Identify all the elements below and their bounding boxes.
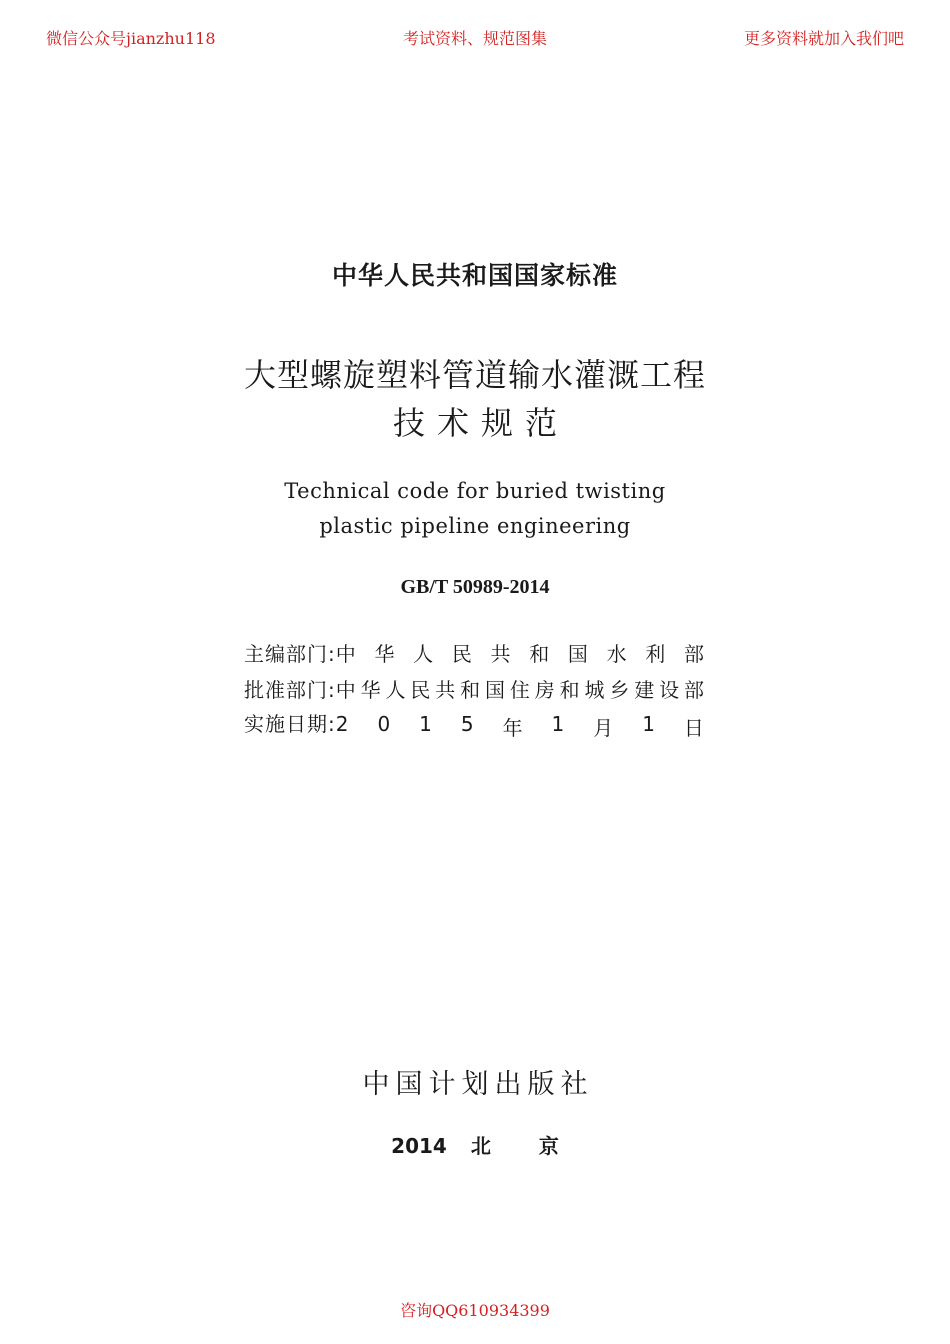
watermark-join-us: 更多资料就加入我们吧 xyxy=(743,29,904,48)
title-chinese-line-2: 技术规范 xyxy=(392,404,569,442)
spread-char: 城 xyxy=(584,678,605,702)
watermark-wechat: 微信公众号jianzhu118 xyxy=(46,29,216,48)
standard-number: GB/T 50989-2014 xyxy=(400,576,550,598)
chief-editor-label: 主编部门: xyxy=(244,642,336,666)
date-char: 日 xyxy=(683,716,704,740)
spread-char: 人 xyxy=(385,678,406,702)
spread-char: 设 xyxy=(659,678,680,702)
publisher-name: 中国计划出版社 xyxy=(362,1069,594,1100)
date-char: 1 xyxy=(642,712,655,736)
spread-char: 民 xyxy=(410,678,431,702)
spread-char: 乡 xyxy=(609,678,630,702)
spread-char: 部 xyxy=(684,678,704,702)
approval-value xyxy=(336,674,704,703)
spread-char: 和 xyxy=(559,678,580,702)
title-chinese-line-1: 大型螺旋塑料管道输水灌溉工程 xyxy=(243,356,706,394)
spread-char: 住 xyxy=(509,678,530,702)
publication-city-char-1: 北 xyxy=(470,1134,491,1158)
watermark-qq-contact: 咨询QQ610934399 xyxy=(400,1301,550,1320)
spread-char: 中 xyxy=(335,642,356,666)
approval-label: 批准部门: xyxy=(244,678,336,702)
publication-city-char-2: 京 xyxy=(538,1134,559,1158)
date-char: 年 xyxy=(502,716,523,740)
spread-char: 民 xyxy=(451,642,472,666)
spread-char: 建 xyxy=(634,678,655,702)
chief-editor-value xyxy=(336,638,704,667)
spread-char: 国 xyxy=(485,678,505,702)
title-english-line-1: Technical code for buried twisting xyxy=(284,479,666,503)
spread-char: 华 xyxy=(374,642,395,666)
date-char: 2 xyxy=(335,712,349,736)
spread-char: 和 xyxy=(529,642,550,666)
publication-year: 2014 xyxy=(391,1134,447,1158)
watermark-exam-materials: 考试资料、规范图集 xyxy=(402,29,547,48)
title-english-line-2: plastic pipeline engineering xyxy=(319,514,631,538)
spread-char: 国 xyxy=(567,642,588,666)
effective-date-label: 实施日期: xyxy=(244,712,336,736)
approval-row xyxy=(244,674,704,703)
spread-char: 和 xyxy=(460,678,481,702)
spread-char: 共 xyxy=(490,642,511,666)
spread-char: 共 xyxy=(435,678,456,702)
date-char: 1 xyxy=(419,712,432,736)
spread-char: 利 xyxy=(645,642,666,666)
spread-char: 水 xyxy=(606,642,627,666)
spread-char: 部 xyxy=(683,642,704,666)
spread-char: 华 xyxy=(360,678,381,702)
date-char: 月 xyxy=(593,716,614,740)
national-standard-heading: 中华人民共和国国家标准 xyxy=(331,261,618,290)
effective-date-row xyxy=(244,708,704,741)
spread-char: 人 xyxy=(413,642,434,666)
spread-char: 房 xyxy=(534,678,555,702)
effective-date-value xyxy=(336,712,704,741)
date-char: 0 xyxy=(377,712,391,736)
date-char: 5 xyxy=(460,712,474,736)
date-char: 1 xyxy=(551,712,565,736)
chief-editor-row xyxy=(244,638,704,667)
spread-char: 中 xyxy=(335,678,356,702)
publication-place xyxy=(0,1130,950,1159)
